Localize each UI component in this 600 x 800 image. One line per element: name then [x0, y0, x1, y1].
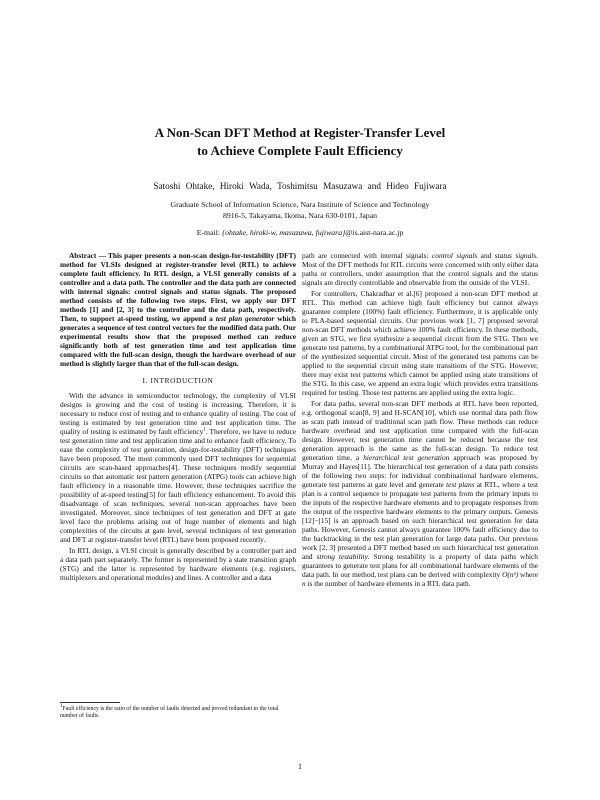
right-p3-text-e: where: [518, 570, 539, 579]
email-line: [60, 228, 540, 237]
right-paragraph-1: [302, 251, 538, 287]
affiliation-line-1: Graduate School of Information Science, Nara Institute of Science and Technology: [170, 200, 430, 209]
right-p3-text-f: is the number of hardware elements in a RTL data path.: [305, 579, 471, 588]
right-p1-text-b: and: [477, 251, 495, 260]
right-p3-italic-1: hierarchical test generation: [363, 453, 450, 462]
abstract-text-2: which generates a sequence of test control vectors for the modified data path. Our experimental results show that the proposed method can reduce significantly both of test generation time and test application time compared with the full-scan design, though the hardware overhead of our method is slightly larger than that of the full-scan design.: [60, 314, 297, 368]
footnote-divider: [60, 702, 120, 703]
right-p1-text-c: . Most of the DFT methods for RTL circuits were concerned with only either data paths or controllers, under assumption that the control signals and the status signals are directly controllable and observable from the outside of the VLSI.: [302, 251, 538, 287]
paper-title: [60, 124, 540, 159]
right-p3-italic-3: strong testability: [316, 552, 368, 561]
email-domain: @is.aist-nara.ac.jp: [345, 228, 404, 237]
title-line-2: to Achieve Complete Fault Efficiency: [197, 142, 403, 158]
title-line-1: A Non-Scan DFT Method at Register-Transfer Level: [154, 125, 446, 140]
intro-p1-text-b: . Therefore, we have to reduce test generation time and test application time and to enhance fault efficiency. To ease the complexity of test generation, design-for-testability (DFT) techniques have been proposed. The most commonly used DFT techniques for sequential circuits are scan-based approaches[4]. These techniques modify sequential circuits so that automatic test pattern generation (ATPG) tools can achieve high fault efficiency in a reasonable time. However, these techniques sacrifice the possibility of at-speed testing[5] for fault efficiency enhancement. To avoid this disadvantage of scan techniques, several non-scan approaches have been investigated. Moreover, since techniques of test generation and DFT at gate level face the problems arising out of huge number of elements and high complexities of the circuits at gate level, several techniques of test generation and DFT at register-transfer level (RTL) have been proposed recently.: [60, 427, 296, 544]
email-prefix: E-mail:: [196, 228, 221, 237]
right-paragraph-2: For controllers, Chakradhar et al.[6] proposed a non-scan DFT method at RTL. This method can achieve high fault efficiency but cannot always guarantee complete (100%) fault efficiency. Furthermore, it is applicable only to PLA-based sequential circuits. Our previous work [1, 7] proposed several non-scan DFT methods which achieve 100% fault efficiency. In these methods, given an STG, we first synthesize a sequential circuit from the STG. Then we generate test patterns, by a combinational ATPG tool, for the combinational part of the synthesized sequential circuit. Most of the generated test patterns can be applied to the sequential circuit using state transitions of the STG. However, there may exist test patterns which cannot be applied using state transitions of the STG. In this case, we append an extra logic which provides extra transitions required for testing. Those test patterns are applied using the extra logic.: [302, 289, 538, 397]
section-heading-introduction: I. INTRODUCTION: [142, 376, 214, 385]
affiliation: [60, 200, 540, 221]
right-p3-text-c: at RTL, where a test plan is a control sequence to propagate test patterns from the primary inputs to the inputs of the respective hardware elements and to propagate responses from the output of the respective hardware elements to the primary outputs. Genesis [12]−[15] is an approach based on such hierarchical test generation for data paths. However, Genesis cannot always guarantee 100% fault efficiency due to the backtracking in the test plan generation for large data paths. Our previous work [2, 3] presented a DFT method based on such hierarchical test generation and: [302, 480, 538, 561]
footnote-number: 1: [60, 704, 63, 710]
right-p3-italic-2: test plans: [446, 480, 475, 489]
intro-paragraph-1: [60, 391, 296, 544]
author-list: Satoshi Ohtake, Hiroki Wada, Toshimitsu Masuzawa and Hideo Fujiwara: [153, 181, 447, 191]
right-paragraph-3: [302, 399, 538, 588]
right-p1-italic-1: control signals: [432, 251, 478, 260]
affiliation-line-2: 8916-5, Takayama, Ikoma, Nara 630-0101, Japan: [222, 210, 378, 220]
footnote-marker: 1: [203, 427, 206, 433]
left-column: [60, 251, 296, 584]
intro-p1-text-a: With the advance in semiconductor technology, the complexity of VLSI designs is growing and the cost of testing is increasing. Therefore, it is necessary to reduce cost of testing and to enhance quality of testing. The cost of testing is estimated by test generation time and test application time. The quality of testing is estimated by fault efficiency: [60, 391, 296, 436]
right-p1-italic-2: status signals: [494, 251, 537, 260]
footnote-text: Fault efficiency is the ratio of the number of faults detected and proved redundant to the total number of faults.: [60, 706, 279, 720]
email-names: {ohtake, hiroki-w, masuzawa, fujiwara}: [222, 228, 346, 237]
right-p1-text-a: path are connected with internal signals:: [302, 251, 433, 260]
right-p3-text-d: . Strong testability is a property of data paths which guarantees to generate test plans for all combinational hardware elements of the data path. In our method, test plans can be derived with complexity: [302, 552, 538, 579]
right-p3-text-a: For data paths, several non-scan DFT methods at RTL have been reported, e.g. orthogonal scan[8, 9] and H-SCAN[10], which use normal data path flow as scan path instead of traditional scan path flow. These methods can reduce hardware overhead and test application time compared with the full-scan design. However, test generation time cannot be reduced because the test generation approach is the same as the full-scan design. To reduce test generation time, a: [302, 399, 538, 462]
intro-paragraph-2: In RTL design, a VLSI circuit is generally described by a controller part and a data path part separately. The former is represented by a state transition graph (STG) and the latter is represented by hardware elements (e.g. registers, multiplexers and operational modules) and lines. A controller and a data: [60, 546, 296, 582]
abstract: [60, 251, 296, 368]
page-number: 1: [298, 762, 302, 771]
abstract-text-1: Abstract — This paper presents a non-scan design-for-testability (DFT) method for VLSIs designed at register-transfer level (RTL) to achieve complete fault efficiency. In RTL design, a VLSI generally consists of a controller and a data path. The controller and the data path are connected with internal signals: control signals and status signals. The proposed method consists of the following two steps. First, we apply our DFT methods [1] and [2, 3] to the controller and the data path, respectively. Then, to support at-speed testing, we append a: [60, 251, 296, 323]
right-column: [302, 251, 538, 590]
footnote: [60, 706, 296, 721]
variable-n: n: [302, 579, 306, 588]
right-p3-text-b: approach was proposed by Murray and Hayes[11]. The hierarchical test generation of a data path consists of the following two steps: for individual combinational hardware elements, generate test patterns at gate level and generate: [302, 453, 538, 489]
abstract-italic: test plan generator: [215, 314, 275, 323]
complexity-formula: O(n²): [502, 570, 519, 579]
